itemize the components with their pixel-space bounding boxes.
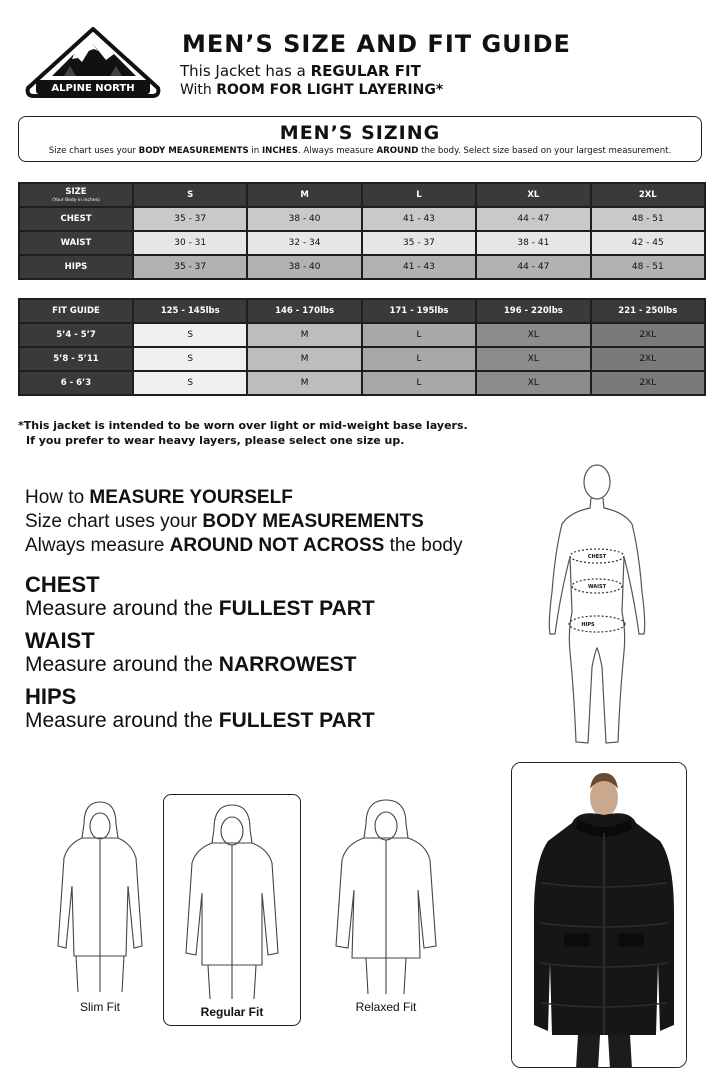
regular-fit-figure [163, 794, 301, 1026]
mens-sizing-box [18, 116, 702, 162]
slim-fit-label: Slim Fit [80, 1000, 120, 1014]
table-cell: 48 - 51 [592, 256, 704, 278]
layering-footnote: *This jacket is intended to be worn over light or mid-weight base layers. If you prefer to wear heavy layers, please select one size up. [18, 419, 468, 447]
table-row [20, 372, 704, 394]
fit-subtitle: This Jacket has a REGULAR FIT [180, 62, 421, 80]
table-cell: 38 - 40 [248, 208, 360, 230]
fit-corner-header: FIT GUIDE [20, 300, 132, 322]
table-cell: L [363, 372, 475, 394]
table-cell: XL [477, 324, 589, 346]
hips-instruction: HIPS Measure around the FULLEST PART [25, 684, 375, 732]
regular-jacket-sketch [172, 801, 292, 1001]
row-label: WAIST [20, 232, 132, 254]
weight-col-header: 146 - 170lbs [248, 300, 360, 322]
row-label: 6 - 6’3 [20, 372, 132, 394]
table-cell: L [363, 348, 475, 370]
relaxed-jacket-sketch [326, 796, 446, 996]
page-title: MEN’S SIZE AND FIT GUIDE [182, 30, 571, 58]
table-cell: 38 - 41 [477, 232, 589, 254]
layering-subtitle: With ROOM FOR LIGHT LAYERING* [180, 82, 444, 98]
measure-instructions: How to MEASURE YOURSELF Size chart uses your BODY MEASUREMENTS Always measure AROUND NOT ACROSS the body [25, 487, 463, 556]
body-measurement-figure [540, 462, 655, 752]
model-wearing-jacket [512, 763, 687, 1068]
table-cell: 35 - 37 [134, 208, 246, 230]
sizing-heading: MEN’S SIZING [279, 122, 441, 144]
table-row [20, 208, 704, 230]
weight-col-header: 196 - 220lbs [477, 300, 589, 322]
table-cell: L [363, 324, 475, 346]
hips-label: HIPS [581, 622, 595, 628]
table-row [20, 256, 704, 278]
table-cell: 42 - 45 [592, 232, 704, 254]
waist-label: WAIST [587, 584, 607, 590]
weight-col-header: 221 - 250lbs [592, 300, 704, 322]
row-label: CHEST [20, 208, 132, 230]
regular-fit-label: Regular Fit [200, 1005, 264, 1019]
logo-text: ALPINE NORTH [51, 83, 135, 94]
size-col-header: L [363, 184, 475, 206]
slim-fit-figure [30, 790, 170, 1030]
table-cell: S [134, 348, 246, 370]
size-col-header: S [134, 184, 246, 206]
table-cell: XL [477, 348, 589, 370]
row-label: 5’8 - 5’11 [20, 348, 132, 370]
chest-label: CHEST [587, 554, 607, 560]
table-cell: 41 - 43 [363, 208, 475, 230]
size-col-header: M [248, 184, 360, 206]
size-chart-table [18, 182, 706, 280]
table-cell: XL [477, 372, 589, 394]
waist-instruction: WAIST Measure around the NARROWEST [25, 628, 357, 676]
table-cell: 35 - 37 [363, 232, 475, 254]
row-label: HIPS [20, 256, 132, 278]
weight-col-header: 125 - 145lbs [134, 300, 246, 322]
table-cell: 38 - 40 [248, 256, 360, 278]
table-cell: 32 - 34 [248, 232, 360, 254]
model-photo [511, 762, 687, 1068]
table-cell: 2XL [592, 324, 704, 346]
weight-col-header: 171 - 195lbs [363, 300, 475, 322]
table-cell: 48 - 51 [592, 208, 704, 230]
fit-guide-table [18, 298, 706, 396]
table-cell: M [248, 372, 360, 394]
size-corner-header: SIZE (Your Body in inches) [20, 184, 132, 206]
table-cell: M [248, 324, 360, 346]
table-cell: 44 - 47 [477, 256, 589, 278]
table-cell: S [134, 324, 246, 346]
table-row [20, 232, 704, 254]
sizing-note: Size chart uses your BODY MEASUREMENTS in INCHES. Always measure AROUND the body. Select size based on your largest measurement. [48, 146, 672, 156]
table-cell: 35 - 37 [134, 256, 246, 278]
table-cell: 2XL [592, 348, 704, 370]
table-row [20, 348, 704, 370]
size-col-header: XL [477, 184, 589, 206]
row-label: 5’4 - 5’7 [20, 324, 132, 346]
table-cell: 2XL [592, 372, 704, 394]
relaxed-fit-label: Relaxed Fit [355, 1000, 417, 1014]
chest-instruction: CHEST Measure around the FULLEST PART [25, 572, 375, 620]
size-col-header: 2XL [592, 184, 704, 206]
table-cell: M [248, 348, 360, 370]
alpine-north-logo [24, 26, 162, 100]
table-cell: 44 - 47 [477, 208, 589, 230]
table-row [20, 324, 704, 346]
table-cell: 30 - 31 [134, 232, 246, 254]
relaxed-fit-figure [316, 790, 456, 1030]
table-cell: 41 - 43 [363, 256, 475, 278]
slim-jacket-sketch [40, 796, 160, 996]
table-cell: S [134, 372, 246, 394]
